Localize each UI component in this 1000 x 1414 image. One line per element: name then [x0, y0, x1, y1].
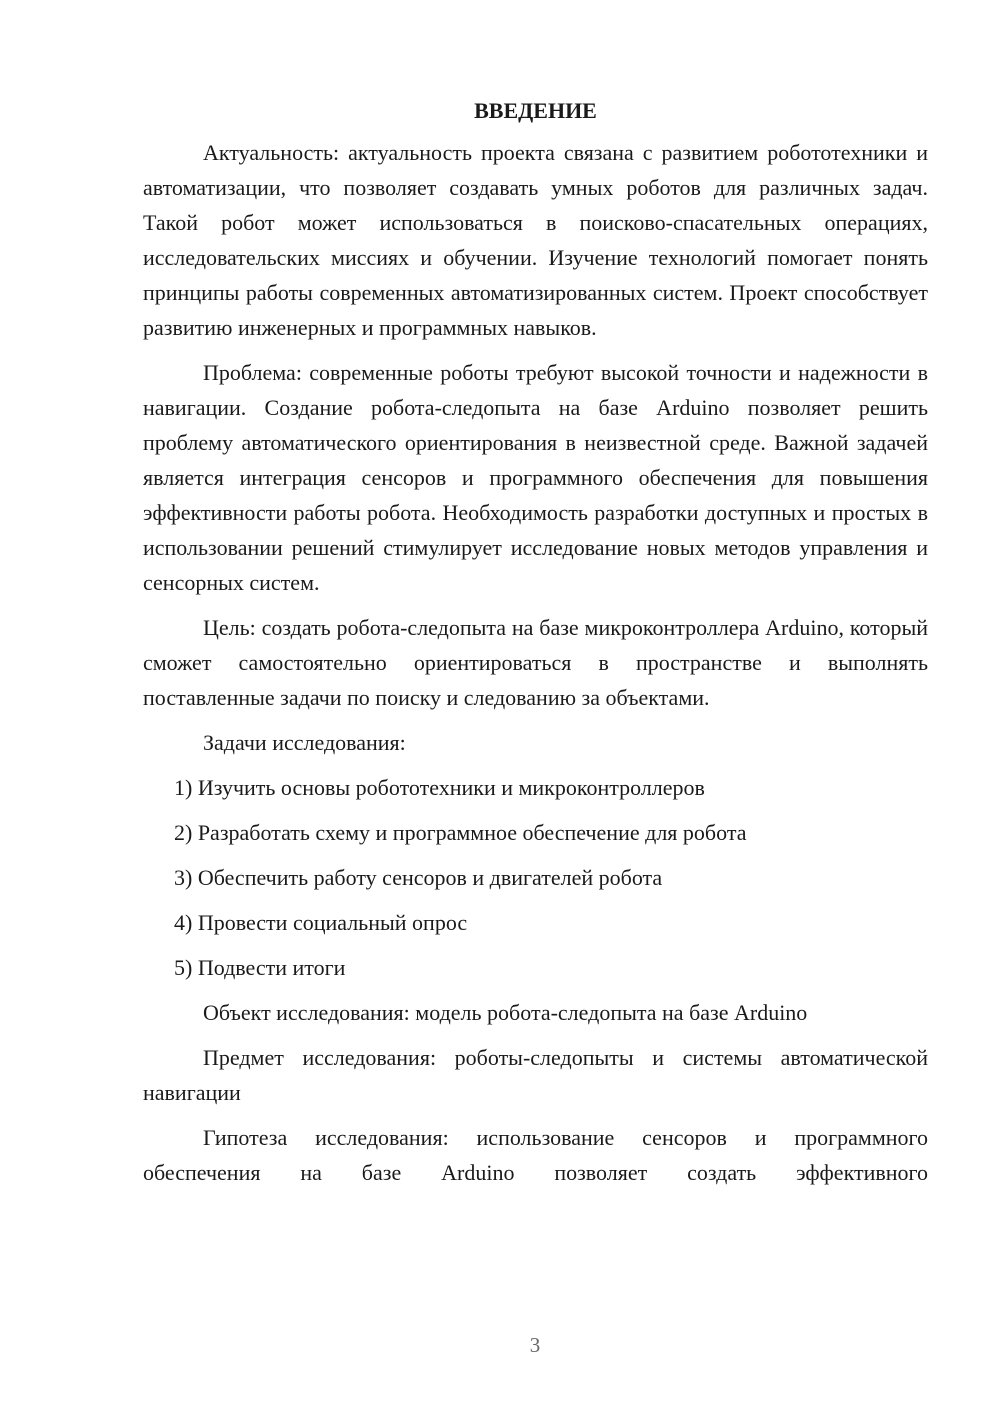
paragraph-subject: Предмет исследования: роботы-следопыты и системы автоматической навигации [143, 1045, 928, 1105]
paragraph-object: Объект исследования: модель робота-следопыта на базе Arduino [203, 1000, 808, 1025]
tasks-heading: Задачи исследования: [203, 730, 406, 755]
tasks-list [143, 770, 928, 985]
page-number: 3 [529, 1333, 541, 1357]
task-item: 4) Провести социальный опрос [174, 910, 468, 935]
task-item: 5) Подвести итоги [174, 955, 346, 980]
section-title: ВВЕДЕНИЕ [474, 98, 597, 123]
task-item: 2) Разработать схему и программное обеспечение для робота [174, 820, 747, 845]
paragraph-hypothesis: Гипотеза исследования: использование сенсоров и программного обеспечения на базе Arduino позволяет создать эффективного [143, 1125, 928, 1185]
paragraph-relevance: Актуальность: актуальность проекта связана с развитием робототехники и автоматизации, что позволяет создавать умных роботов для различных задач. Такой робот может использоваться в поисково-спасательных операциях, исследовательских миссиях и обучении. Изучение технологий помогает понять принципы работы современных автоматизированных систем. Проект способствует развитию инженерных и программных навыков. [143, 140, 928, 340]
document-page [143, 93, 928, 1190]
task-item: 1) Изучить основы робототехники и микроконтроллеров [174, 775, 705, 800]
task-item: 3) Обеспечить работу сенсоров и двигателей робота [174, 865, 663, 890]
paragraph-problem: Проблема: современные роботы требуют высокой точности и надежности в навигации. Создание робота-следопыта на базе Arduino позволяет решить проблему автоматического ориентирования в неизвестной среде. Важной задачей является интеграция сенсоров и программного обеспечения для повышения эффективности работы робота. Необходимость разработки доступных и простых в использовании решений стимулирует исследование новых методов управления и сенсорных систем. [143, 360, 928, 595]
paragraph-goal: Цель: создать робота-следопыта на базе микроконтроллера Arduino, который сможет самостоятельно ориентироваться в пространстве и выполнять поставленные задачи по поиску и следованию за объектами. [143, 615, 928, 710]
